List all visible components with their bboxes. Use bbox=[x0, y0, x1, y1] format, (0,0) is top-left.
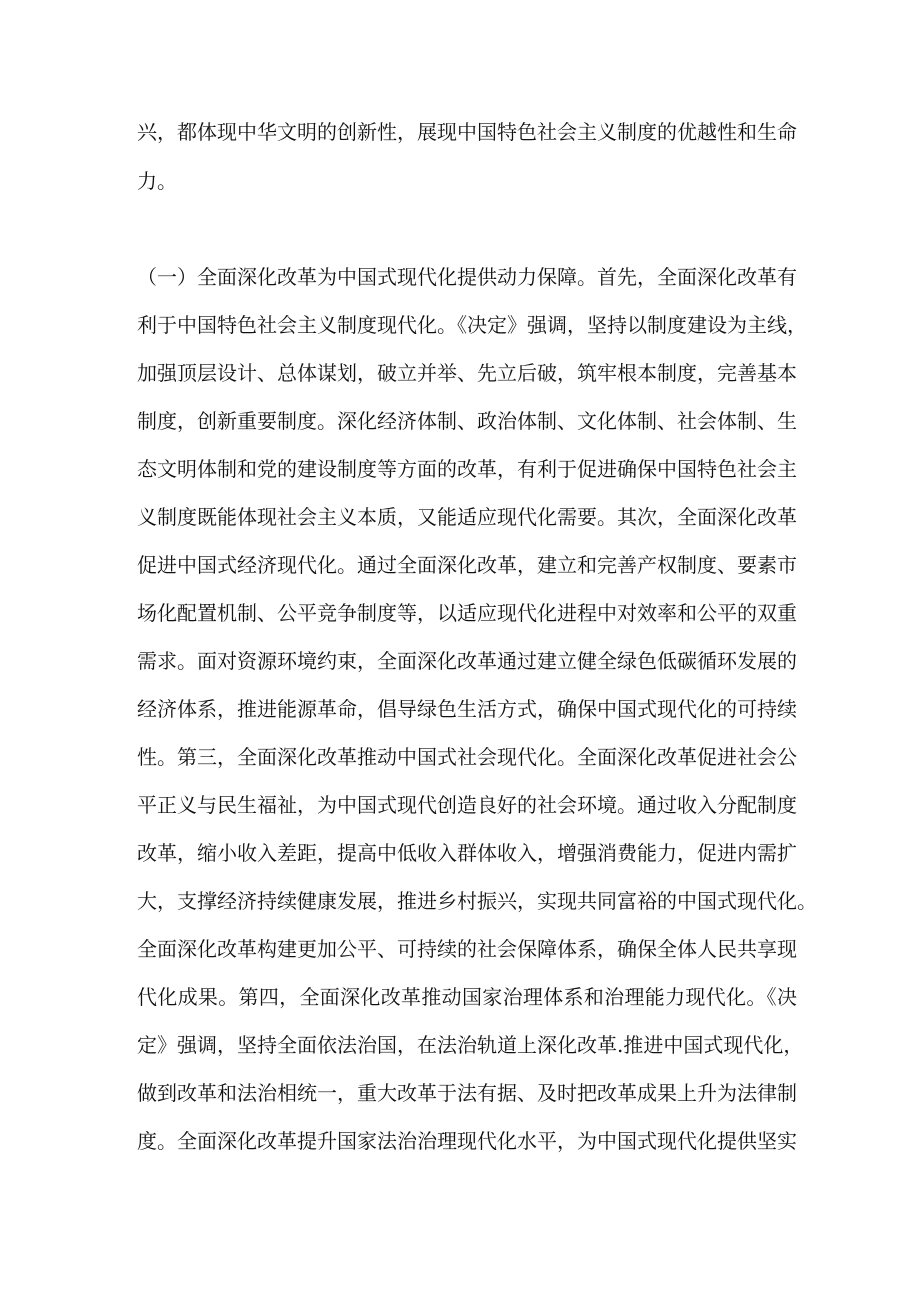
paragraph-2-line-16: 代化成果。第四，全面深化改革推动国家治理体系和治理能力现代化。《决 bbox=[137, 985, 797, 1009]
paragraph-2-line-3: 加强顶层设计、总体谋划，破立并举、先立后破，筑牢根本制度，完善基本 bbox=[137, 361, 797, 385]
paragraph-2-line-4: 制度，创新重要制度。深化经济体制、政治体制、文化体制、社会体制、生 bbox=[137, 409, 797, 433]
paragraph-2-line-12: 平正义与民生福祉，为中国式现代创造良好的社会环境。通过收入分配制度 bbox=[137, 793, 797, 817]
paragraph-1-line-1: 兴，都体现中华文明的创新性，展现中国特色社会主义制度的优越性和生命 bbox=[137, 120, 797, 144]
paragraph-2-line-17: 定》强调，坚持全面依法治国，在法治轨道上深化改革.推进中国式现代化， bbox=[137, 1033, 804, 1057]
paragraph-2-line-13: 改革，缩小收入差距，提高中低收入群体收入，增强消费能力，促进内需扩 bbox=[137, 841, 797, 865]
paragraph-2-line-18: 做到改革和法治相统一，重大改革于法有据、及时把改革成果上升为法律制 bbox=[137, 1081, 797, 1105]
paragraph-2-line-15: 全面深化改革构建更加公平、可持续的社会保障体系，确保全体人民共享现 bbox=[137, 937, 797, 961]
paragraph-2-line-9: 需求。面对资源环境约束，全面深化改革通过建立健全绿色低碳循环发展的 bbox=[137, 649, 797, 673]
paragraph-2-line-1: （一）全面深化改革为中国式现代化提供动力保障。首先，全面深化改革有 bbox=[137, 265, 797, 289]
paragraph-2-line-10: 经济体系，推进能源革命，倡导绿色生活方式，确保中国式现代化的可持续 bbox=[137, 697, 797, 721]
paragraph-2-line-8: 场化配置机制、公平竞争制度等，以适应现代化进程中对效率和公平的双重 bbox=[137, 601, 797, 625]
paragraph-2-line-19: 度。全面深化改革提升国家法治治理现代化水平，为中国式现代化提供坚实 bbox=[137, 1129, 797, 1153]
paragraph-2-line-2: 利于中国特色社会主义制度现代化。《决定》强调，坚持以制度建设为主线， bbox=[137, 313, 807, 337]
paragraph-2-line-6: 义制度既能体现社会主义本质，又能适应现代化需要。其次，全面深化改革 bbox=[137, 505, 797, 529]
paragraph-2-line-11: 性。第三，全面深化改革推动中国式社会现代化。全面深化改革促进社会公 bbox=[137, 745, 797, 769]
paragraph-2-line-14: 大，支撑经济持续健康发展，推进乡村振兴，实现共同富裕的中国式现代化。 bbox=[137, 889, 817, 913]
paragraph-2-line-5: 态文明体制和党的建设制度等方面的改革，有利于促进确保中国特色社会主 bbox=[137, 457, 797, 481]
paragraph-2-line-7: 促进中国式经济现代化。通过全面深化改革，建立和完善产权制度、要素市 bbox=[137, 553, 797, 577]
paragraph-1-line-2: 力。 bbox=[137, 169, 177, 193]
